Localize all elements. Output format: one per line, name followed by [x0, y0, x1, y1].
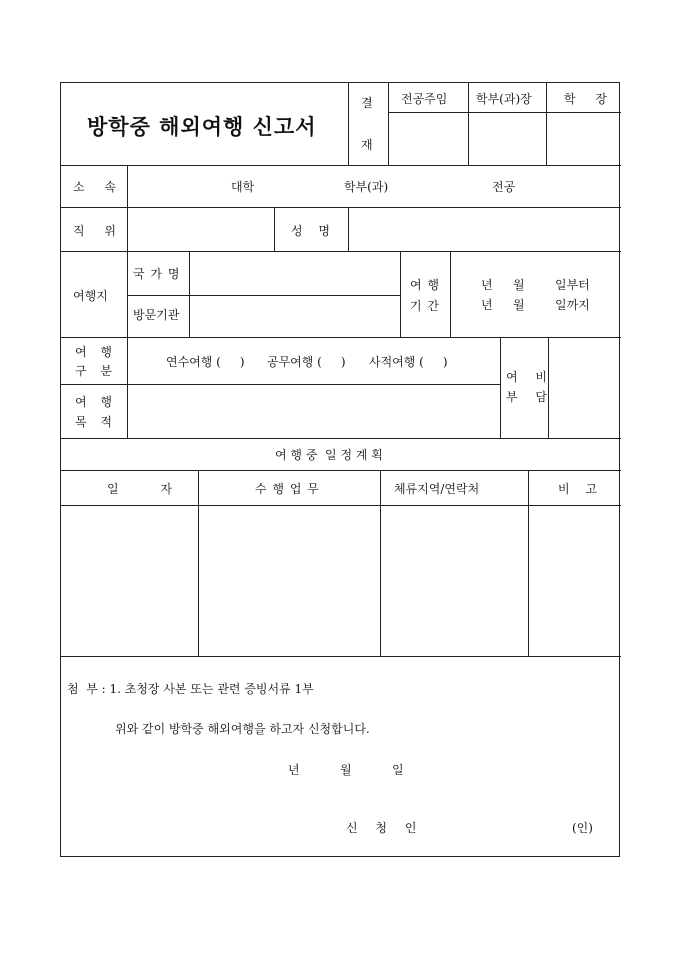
- period-from-month: 월: [513, 278, 525, 292]
- purpose-label-bottom: 목 적: [75, 415, 113, 429]
- expense-value[interactable]: [553, 341, 615, 433]
- name-row-bottom: [61, 251, 621, 252]
- expense-left-divider: [500, 337, 501, 438]
- purpose-value[interactable]: [133, 388, 493, 434]
- date-year: 년: [288, 763, 300, 777]
- approval-label-top: 결: [361, 96, 373, 110]
- schedule-col-divider-2: [380, 470, 381, 656]
- destination-sublabel-divider: [189, 251, 190, 337]
- approval-signer-major-head: 전공주임: [401, 92, 448, 106]
- purpose-row-bottom: [61, 438, 621, 439]
- approval-signer-dept-head: 학부(과)장: [476, 92, 532, 106]
- schedule-col-divider-3: [528, 470, 529, 656]
- approval-header-line: [388, 112, 621, 113]
- position-name-divider: [274, 207, 275, 251]
- label-col-divider: [127, 165, 128, 438]
- position-value[interactable]: [136, 210, 272, 248]
- attachment-note: 첨 부 : 1. 초청장 사본 또는 관련 증빙서류 1부: [67, 682, 314, 696]
- date-day: 일: [392, 763, 404, 777]
- travel-type-option-private[interactable]: 사적여행 ( ): [369, 355, 448, 369]
- position-label: 직 위: [73, 224, 117, 238]
- schedule-cell-contact[interactable]: [384, 509, 524, 651]
- period-label-right-divider: [450, 251, 451, 337]
- country-label: 국 가 명: [133, 267, 181, 281]
- affiliation-department: 학부(과): [344, 180, 389, 194]
- title-row-bottom: [61, 165, 621, 166]
- name-label-divider: [348, 207, 349, 251]
- title-approval-divider: [348, 83, 349, 165]
- application-statement: 위와 같이 방학중 해외여행을 하고자 신청합니다.: [115, 722, 370, 736]
- form-title: 방학중 해외여행 신고서: [87, 114, 317, 139]
- affiliation-university: 대학: [231, 180, 255, 194]
- date-month: 월: [340, 763, 352, 777]
- affiliation-label: 소 속: [73, 180, 117, 194]
- applicant-seal[interactable]: (인): [572, 821, 593, 835]
- travel-type-option-training[interactable]: 연수여행 ( ): [166, 355, 245, 369]
- destination-mid-line: [127, 295, 400, 296]
- period-from-year: 년: [481, 278, 493, 292]
- applicant-label: 신 청 인: [346, 821, 418, 835]
- period-label-left-divider: [400, 251, 401, 337]
- expense-right-divider: [548, 337, 549, 438]
- period-to-day: 일까지: [555, 298, 590, 312]
- approval-signer-dean: 학 장: [564, 92, 608, 106]
- destination-row-bottom: [61, 337, 621, 338]
- travel-type-option-official[interactable]: 공무여행 ( ): [267, 355, 346, 369]
- institution-value[interactable]: [193, 299, 393, 333]
- destination-label: 여행지: [73, 289, 108, 303]
- schedule-bottom: [61, 656, 621, 657]
- schedule-cell-note[interactable]: [532, 509, 616, 651]
- purpose-label-top: 여 행: [75, 395, 113, 409]
- expense-label-top: 여 비: [506, 370, 548, 384]
- period-label-bottom: 기 간: [410, 299, 440, 313]
- schedule-col-divider-1: [198, 470, 199, 656]
- period-label-top: 여 행: [410, 278, 440, 292]
- country-value[interactable]: [193, 255, 393, 291]
- period-to-month: 월: [513, 298, 525, 312]
- schedule-header-contact: 체류지역/연락처: [394, 482, 480, 496]
- approval-col-divider-2: [546, 83, 547, 165]
- schedule-header-date: 일 자: [107, 482, 173, 496]
- schedule-header-task: 수 행 업 무: [255, 482, 320, 496]
- schedule-header-bottom: [61, 505, 621, 506]
- approval-label-bottom: 재: [361, 138, 373, 152]
- schedule-title-bottom: [61, 470, 621, 471]
- schedule-cell-date[interactable]: [65, 509, 194, 651]
- schedule-cell-task[interactable]: [202, 509, 376, 651]
- approval-col-divider-1: [468, 83, 469, 165]
- travel-type-row-bottom: [61, 384, 500, 385]
- name-label: 성 명: [291, 224, 331, 238]
- affiliation-major: 전공: [492, 180, 516, 194]
- travel-type-label-top: 여 행: [75, 345, 113, 359]
- affiliation-row-bottom: [61, 207, 621, 208]
- approval-label-divider: [388, 83, 389, 165]
- schedule-header-note: 비 고: [558, 482, 598, 496]
- period-to-year: 년: [481, 298, 493, 312]
- institution-label: 방문기관: [133, 308, 180, 322]
- schedule-title: 여 행 중 일 정 계 획: [275, 448, 383, 462]
- period-from-day: 일부터: [555, 278, 590, 292]
- expense-label-bottom: 부 담: [506, 390, 548, 404]
- name-value[interactable]: [356, 210, 611, 248]
- travel-type-label-bottom: 구 분: [75, 364, 113, 378]
- travel-report-form: [60, 82, 620, 857]
